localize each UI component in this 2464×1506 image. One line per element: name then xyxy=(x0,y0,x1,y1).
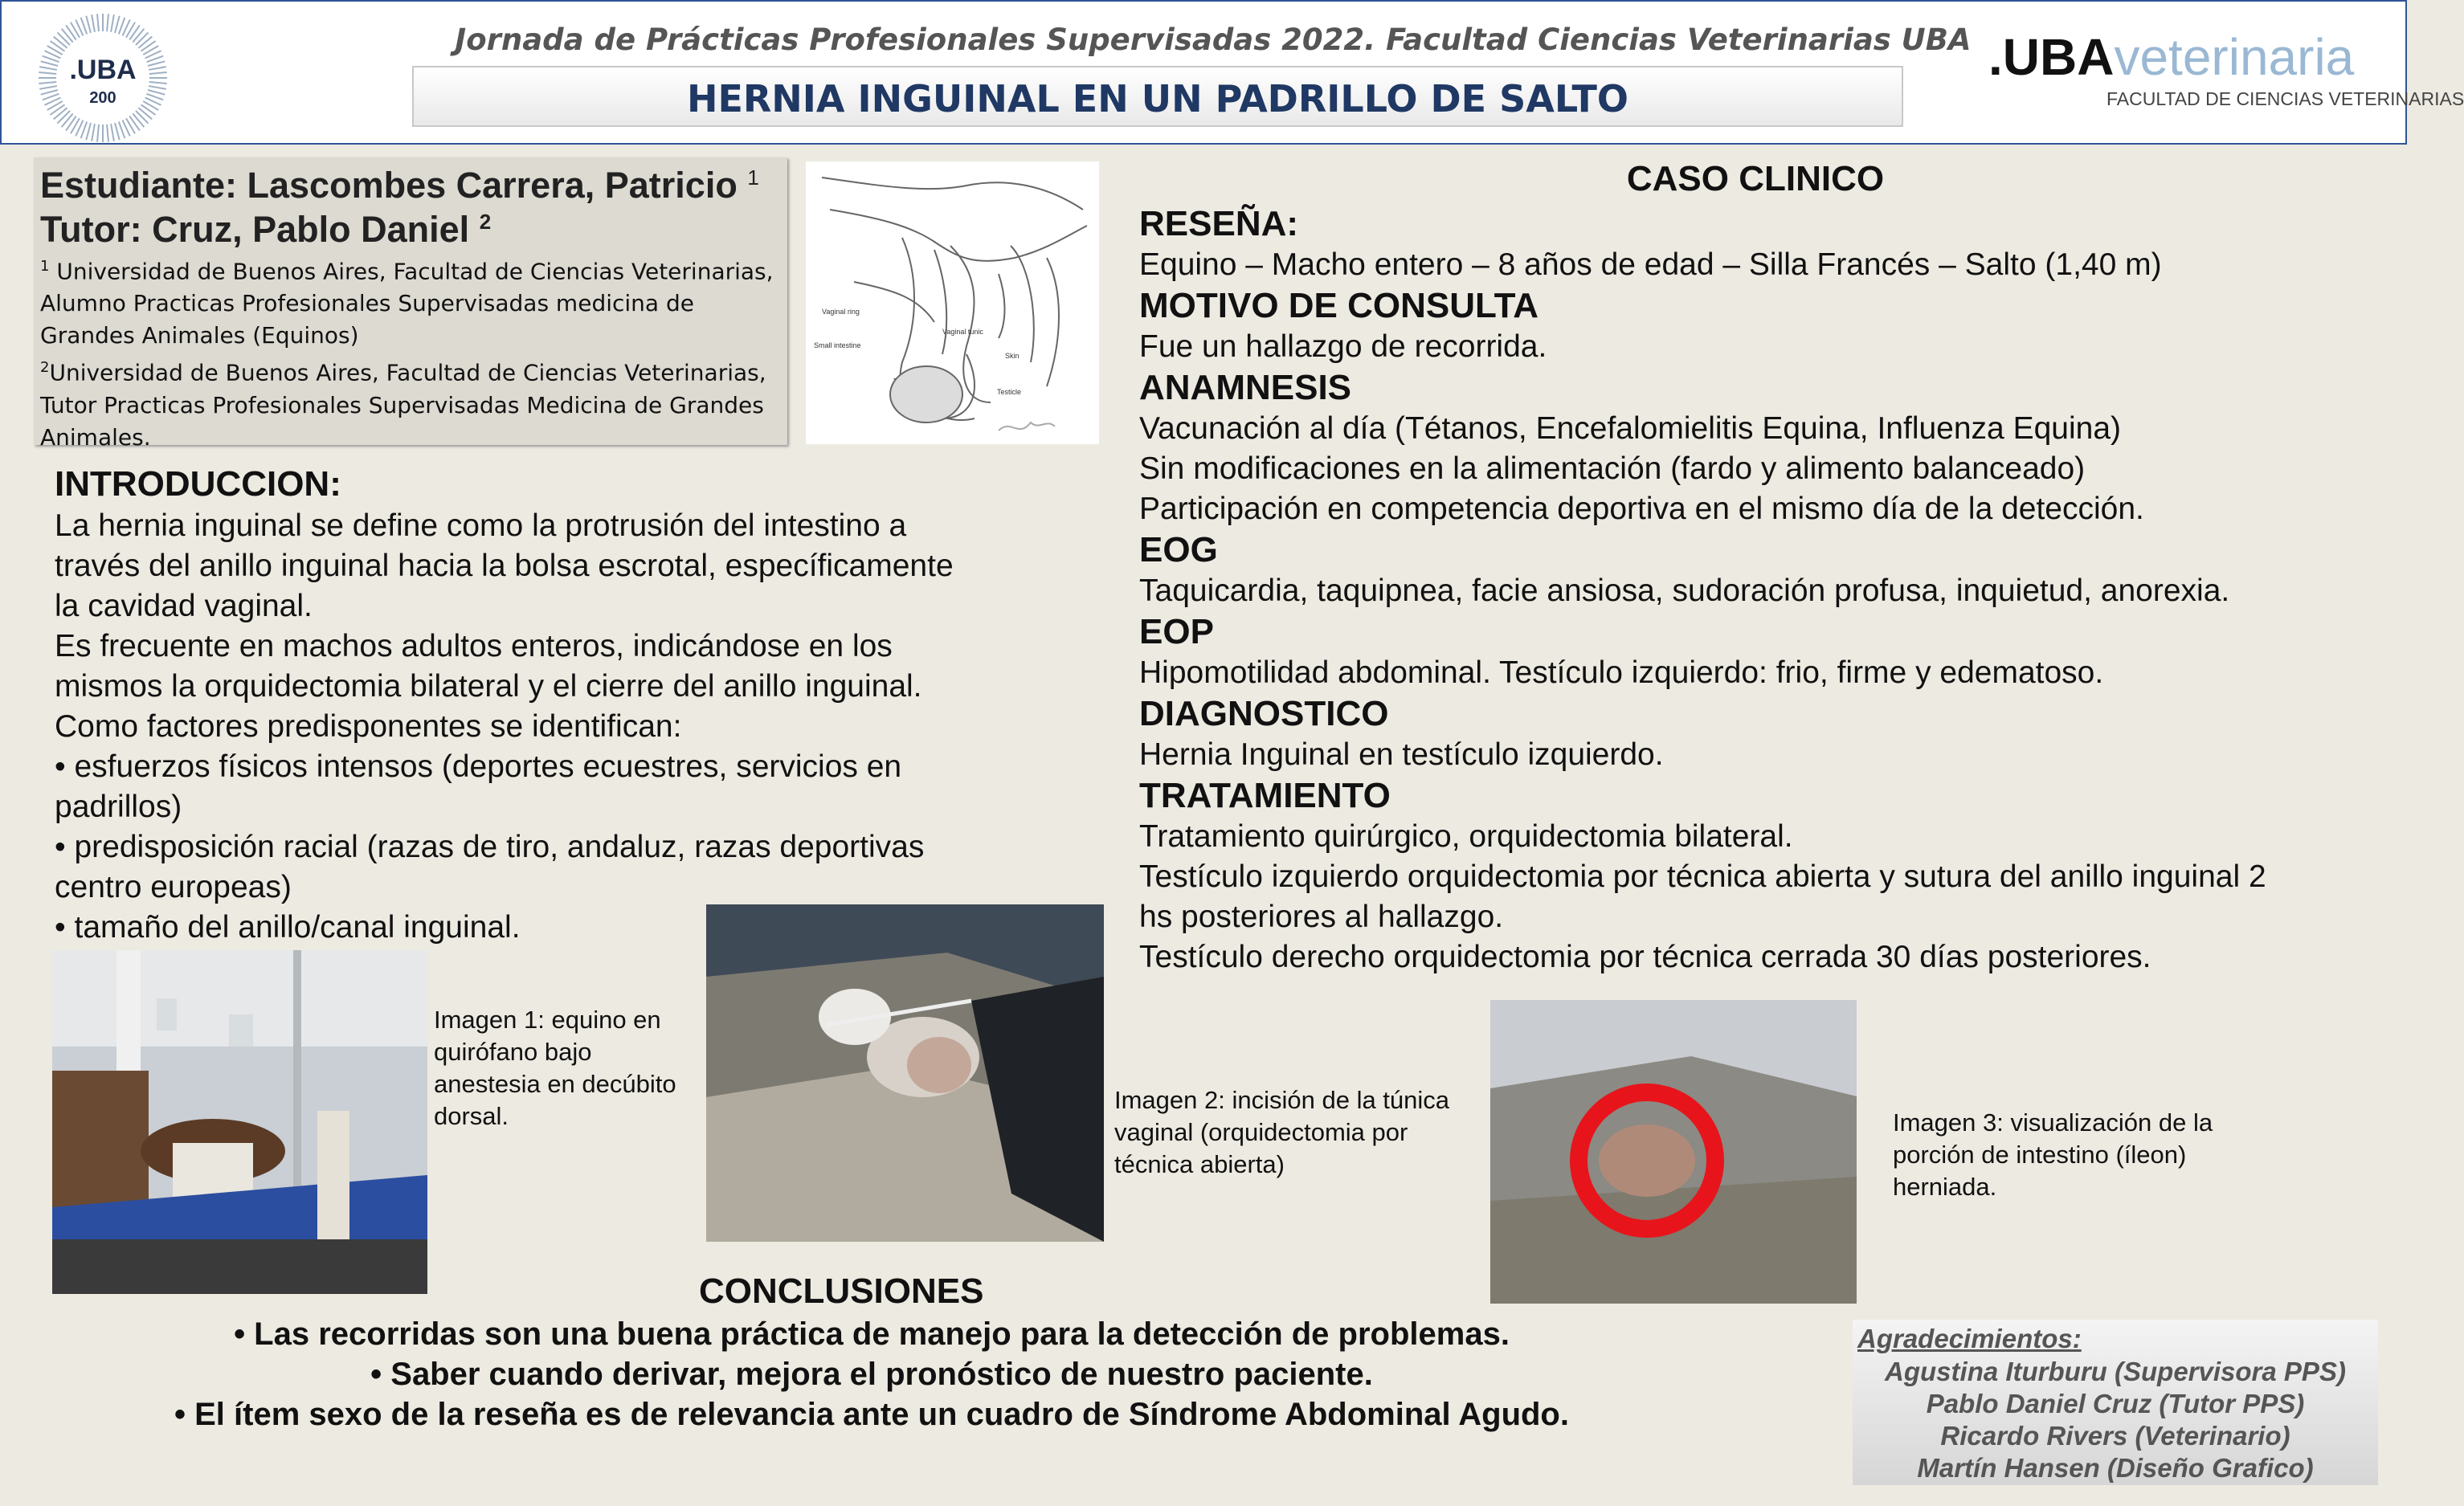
photo-horse-operating-room xyxy=(52,950,427,1294)
photo-vaginal-tunic-incision xyxy=(706,904,1104,1242)
caption-image-2: Imagen 2: incisión de la túnica vaginal (orquidectomia por técnica abierta) xyxy=(1114,1086,1450,1178)
section-anamnesis-title: ANAMNESIS xyxy=(1139,368,1352,407)
section-eop-title: EOP xyxy=(1139,612,1214,651)
intro-text: La hernia inguinal se define como la protrusión del intestino a través del anillo inguinal hacia la bolsa escrotal, específicamente la cavidad vaginal. Es frecuente en machos adultos enteros, indicándose en los mismos la orquidectomia bilateral y el cierre del anillo inguinal. Como factores predisponentes se identifican: • esfuerzos físicos intensos (deportes ecuestres, servicios en padrillos) • predisposición racial (razas de tiro, andaluz, razas deportivas centro europeas) • tamaño del anillo/canal inguinal. xyxy=(55,508,954,945)
section-diagnostico-title: DIAGNOSTICO xyxy=(1139,694,1389,733)
student-name: Estudiante: Lascombes Carrera, Patricio $^1$ xyxy=(40,165,759,206)
caption-image-1: Imagen 1: equino en quirófano bajo anestesia en decúbito dorsal. xyxy=(434,1006,676,1130)
affiliation-1: $^1$ Universidad de Buenos Aires, Facultad de Ciencias Veterinarias, Alumno Practicas Profesionales Supervisadas medicina de Grandes Animales (Equinos) xyxy=(40,258,774,349)
intro-heading: INTRODUCCION: xyxy=(55,464,341,504)
svg-text:Vaginal tunic: Vaginal tunic xyxy=(942,328,983,336)
affiliations xyxy=(40,251,779,454)
event-subtitle: Jornada de Prácticas Profesionales Supervisadas 2022. Facultad Ciencias Veterinarias UBA xyxy=(455,22,1972,57)
svg-text:Vaginal ring: Vaginal ring xyxy=(822,308,860,316)
caption-image-3: Imagen 3: visualización de la porción de intestino (íleon) herniada. xyxy=(1893,1108,2213,1201)
svg-text:.UBA: .UBA xyxy=(69,55,137,85)
case-sections: RESEÑA: Equino – Macho entero – 8 años de edad – Silla Francés – Salto (1,40 m) MOTIVO DE CONSULTA Fue un hallazgo de recorrida. ANAMNESIS Vacunación al día (Tétanos, Encefalomielitis Equina, Influenza Equina) Sin modificaciones en la alimentación (fardo y alimento balanceado) Participación en competencia deportiva en el mismo día de la detección. EOG Taquicardia, taquipnea, facie ansiosa, sudoración profusa, inquietud, anorexia. EOP Hipomotilidad abdominal. Testículo izquierdo: frio, firme y edematoso. DIAGNOSTICO Hernia Inguinal en testículo izquierdo. TRATAMIENTO Tratamiento quirúrgico, orquidectomia bilateral. Testículo izquierdo orquidectomia por técnica abierta y sutura del anillo inguinal 2 hs posteriores al hallazgo. Testículo derecho orquidectomia por técnica cerrada 30 días posteriores. xyxy=(1139,203,2376,977)
conclusions-heading: CONCLUSIONES xyxy=(699,1271,984,1311)
svg-text:200: 200 xyxy=(89,89,116,107)
conclusions-list: • Las recorridas son una buena práctica de manejo para la detección de problemas. • Saber cuando derivar, mejora el pronóstico de nuestro paciente. • El ítem sexo de la reseña es de relevancia ante un cuadro de Síndrome Abdominal Agudo. xyxy=(174,1316,1569,1432)
acknowledgements-heading: Agradecimientos: xyxy=(1857,1324,2082,1353)
section-resena-title: RESEÑA: xyxy=(1139,204,1299,243)
uba-200-logo xyxy=(31,10,175,146)
uba-veterinaria-logo: .UBAveterinaria xyxy=(1988,28,2355,86)
case-heading: CASO CLINICO xyxy=(1626,159,1885,198)
section-eog-title: EOG xyxy=(1139,530,1218,569)
tutor-name: Tutor: Cruz, Pablo Daniel $^2$ xyxy=(40,209,492,250)
section-motivo-title: MOTIVO DE CONSULTA xyxy=(1139,286,1539,325)
inguinal-hernia-anatomy-drawing xyxy=(806,161,1099,444)
faculty-logo-subtitle: FACULTAD DE CIENCIAS VETERINARIAS xyxy=(2106,88,2464,109)
section-tratamiento-title: TRATAMIENTO xyxy=(1139,776,1391,815)
svg-text:Testicle: Testicle xyxy=(997,388,1022,396)
svg-text:Skin: Skin xyxy=(1005,352,1020,360)
photo-herniated-ileum xyxy=(1490,1000,1857,1304)
poster-title: HERNIA INGUINAL EN UN PADRILLO DE SALTO xyxy=(686,77,1629,120)
svg-text:Small intestine: Small intestine xyxy=(814,341,861,349)
acknowledgements-list: Agustina Iturburu (Supervisora PPS) Pablo Daniel Cruz (Tutor PPS) Ricardo Rivers (Veterinario) Martín Hansen (Diseño Grafico) xyxy=(1885,1357,2346,1483)
affiliation-2: $^2$Universidad de Buenos Aires, Facultad de Ciencias Veterinarias, Tutor Practicas Profesionales Supervisadas Medicina de Grandes Animales. xyxy=(40,359,766,451)
